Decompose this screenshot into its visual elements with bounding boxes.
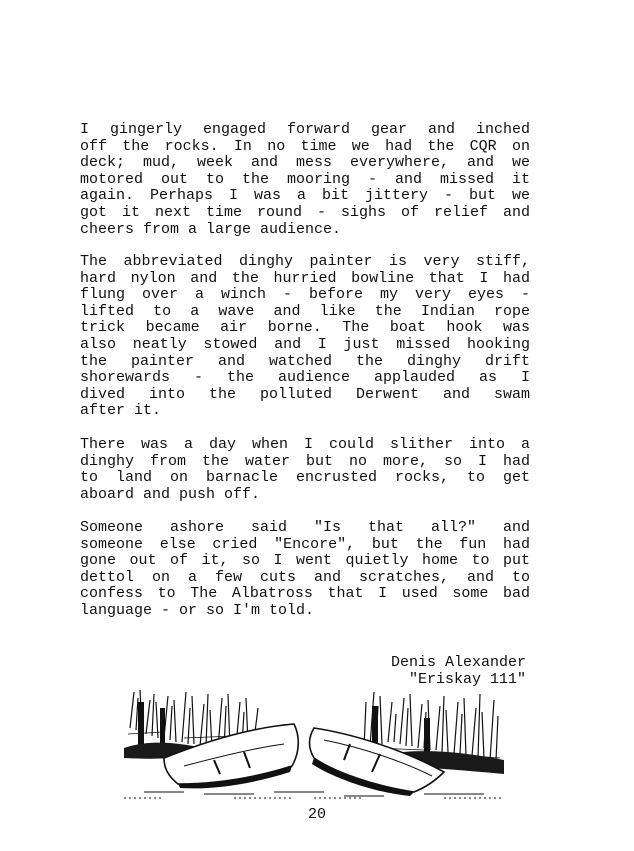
text-line: deck; mud, week and mess everywhere, and we: [80, 154, 530, 172]
boat-name: "Eriskay 111": [408, 671, 526, 688]
text-line: to land on barnacle encrusted rocks, to get: [80, 469, 530, 487]
page-number: 20: [307, 806, 326, 823]
paragraph-slither-into-dinghy: [80, 437, 530, 503]
text-line: language - or so I'm told.: [80, 601, 315, 619]
text-line: flung over a winch - before my very eyes -: [80, 286, 530, 304]
paragraph-leaving-rocks: [80, 122, 530, 238]
paragraph-encore: [80, 520, 530, 620]
author-name: Denis Alexander: [390, 654, 526, 671]
text-line: Someone ashore said "Is that all?" and: [80, 519, 530, 536]
text-line: also neatly stowed and I just missed hooking: [80, 335, 530, 353]
text-line: dinghy from the water but no more, so I had: [80, 452, 530, 470]
text-line: off the rocks. In no time we had the CQR on: [80, 137, 530, 155]
text-line: There was a day when I could slither into a: [80, 436, 530, 453]
text-line: hard nylon and the hurried bowline that I had: [80, 269, 530, 287]
text-line: motored out to the mooring - and missed it: [80, 170, 530, 188]
text-line: trick became air borne. The boat hook was: [80, 319, 530, 337]
text-line: dived into the polluted Derwent and swam: [80, 385, 530, 403]
text-line: dettol on a few cuts and scratches, and to: [80, 568, 530, 586]
dinghies-reeds-illustration: [124, 688, 504, 800]
text-line: lifted to a wave and like the Indian rope: [80, 302, 530, 320]
left-dinghy-icon: [164, 724, 298, 788]
author-signature: [391, 654, 526, 688]
paragraph-dinghy-painter: [80, 254, 530, 420]
ground-ripples-icon: [124, 792, 504, 798]
text-line: got it next time round - sighs of relief and: [80, 203, 530, 221]
text-line: confess to The Albatross that I used some bad: [80, 585, 530, 603]
text-line: aboard and push off.: [80, 485, 261, 503]
text-line: the painter and watched the dinghy drift: [80, 352, 530, 370]
text-line: after it.: [80, 402, 162, 420]
text-line: shorewards - the audience applauded as I: [80, 369, 530, 387]
text-line: The abbreviated dinghy painter is very stiff,: [80, 253, 530, 270]
text-line: gone out of it, so I went quietly home to put: [80, 552, 530, 570]
text-line: someone else cried "Encore", but the fun had: [80, 535, 530, 553]
text-line: again. Perhaps I was a bit jittery - but we: [80, 187, 530, 205]
text-line: cheers from a large audience.: [80, 220, 342, 238]
text-line: I gingerly engaged forward gear and inched: [80, 121, 530, 138]
